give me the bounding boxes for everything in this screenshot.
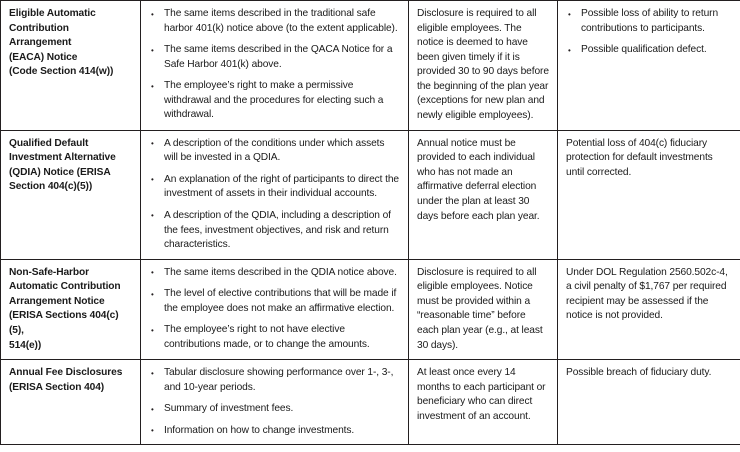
failure-consequence-cell [558,130,740,259]
failure-consequence-cell [558,1,740,131]
table-row [1,1,740,131]
bullet-list [149,137,400,253]
bullet-item: • Tabular disclosure showing performance over 1-, 3-, and 10-year periods. [149,366,400,395]
notice-content-cell [141,360,409,445]
paragraph: Annual notice must be provided to each individual who has not made an affirmative deferral election under the plan at least 30 days before each plan year. [417,137,540,222]
bullet-item: • A description of the conditions under which assets will be invested in a QDIA. [149,137,400,166]
notice-title-line: (ERISA Section 404) [9,381,105,393]
notice-title-line: (ERISA Sections 404(c)(5), [9,310,119,336]
bullet-item: • The employee’s right to not have elective contributions made, or to change the amounts. [149,323,400,352]
bullet-item: • The employee’s right to make a permissive withdrawal and the procedures for electing such a withdrawal. [149,79,400,123]
notice-title-line: Investment Alternative [9,152,116,164]
paragraph: Disclosure is required to all eligible employees. Notice must be provided within a “reasonable time” before each plan year (e.g., at least 30 days). [417,266,543,351]
bullet-list [149,7,400,123]
bullet-item: • Possible loss of ability to return contributions to participants. [566,7,732,36]
bullet-list [566,7,732,58]
paragraph: Possible breach of fiduciary duty. [566,367,712,379]
notice-type-cell [1,130,141,259]
notice-title-line: (QDIA) Notice (ERISA [9,166,111,178]
notice-title [9,7,132,80]
notice-timing-cell [409,360,558,445]
notice-title [9,266,132,353]
notice-content-cell [141,259,409,359]
table-row [1,360,740,445]
bullet-item: • The same items described in the traditional safe harbor 401(k) notice above (to the extent applicable). [149,7,400,36]
bullet-item: • An explanation of the right of participants to direct the investment of assets in their individual accounts. [149,173,400,202]
notice-title-line: (Code Section 414(w)) [9,66,114,78]
bullet-item: • Information on how to change investments. [149,424,400,439]
bullet-item: • A description of the QDIA, including a description of the fees, investment objectives, and risk and return characteristics. [149,209,400,253]
bullet-item: • Summary of investment fees. [149,402,400,417]
bullet-list [149,366,400,438]
notice-title-line: Arrangement Notice [9,295,105,307]
notice-type-cell [1,360,141,445]
notice-type-cell [1,259,141,359]
notice-title-line: Qualified Default [9,137,89,149]
notice-title-line: 514(e)) [9,339,42,351]
paragraph-block [566,137,732,181]
bullet-item: • Possible qualification defect. [566,43,732,58]
notice-content-cell [141,1,409,131]
failure-consequence-cell [558,259,740,359]
notice-timing-cell [409,130,558,259]
notice-title-line: Non-Safe-Harbor [9,266,90,278]
notice-type-cell [1,1,141,131]
notice-title [9,137,132,195]
notice-title-line: Contribution Arrangement [9,22,72,49]
notice-timing-cell [409,259,558,359]
paragraph: At least once every 14 months to each participant or beneficiary who can direct investment of an account. [417,367,546,422]
paragraph-block [417,7,549,124]
table-row [1,130,740,259]
bullet-item: • The level of elective contributions that will be made if the employee does not make an affirmative election. [149,287,400,316]
failure-consequence-cell [558,360,740,445]
paragraph: Under DOL Regulation 2560.502c-4, a civil penalty of $1,767 per required recipient may be assessed if the notice is not provided. [566,266,728,322]
paragraph-block [566,366,732,381]
bullet-item: • The same items described in the QACA Notice for a Safe Harbor 401(k) above. [149,43,400,72]
table-row [1,259,740,359]
paragraph-block [417,366,549,424]
paragraph-block [566,266,732,324]
notice-timing-cell [409,1,558,131]
notice-title [9,366,132,395]
notice-title-line: Annual Fee Disclosures [9,367,123,379]
paragraph-block [417,266,549,353]
notice-title-line: (EACA) Notice [9,51,78,63]
notice-title-line: Section 404(c)(5)) [9,181,93,193]
paragraph: Potential loss of 404(c) fiduciary protection for default investments until corrected. [566,137,713,178]
paragraph-block [417,137,549,224]
bullet-item: • The same items described in the QDIA notice above. [149,266,400,281]
paragraph: Disclosure is required to all eligible employees. The notice is deemed to have been given timely if it is provided 30 to 90 days before the beginning of the plan year (exceptions for new plan and newly eligible employees). [417,8,549,122]
notice-content-cell [141,130,409,259]
bullet-list [149,266,400,353]
table-body [1,1,740,445]
notice-title-line: Eligible Automatic [9,8,96,19]
notice-title-line: Automatic Contribution [9,281,121,293]
